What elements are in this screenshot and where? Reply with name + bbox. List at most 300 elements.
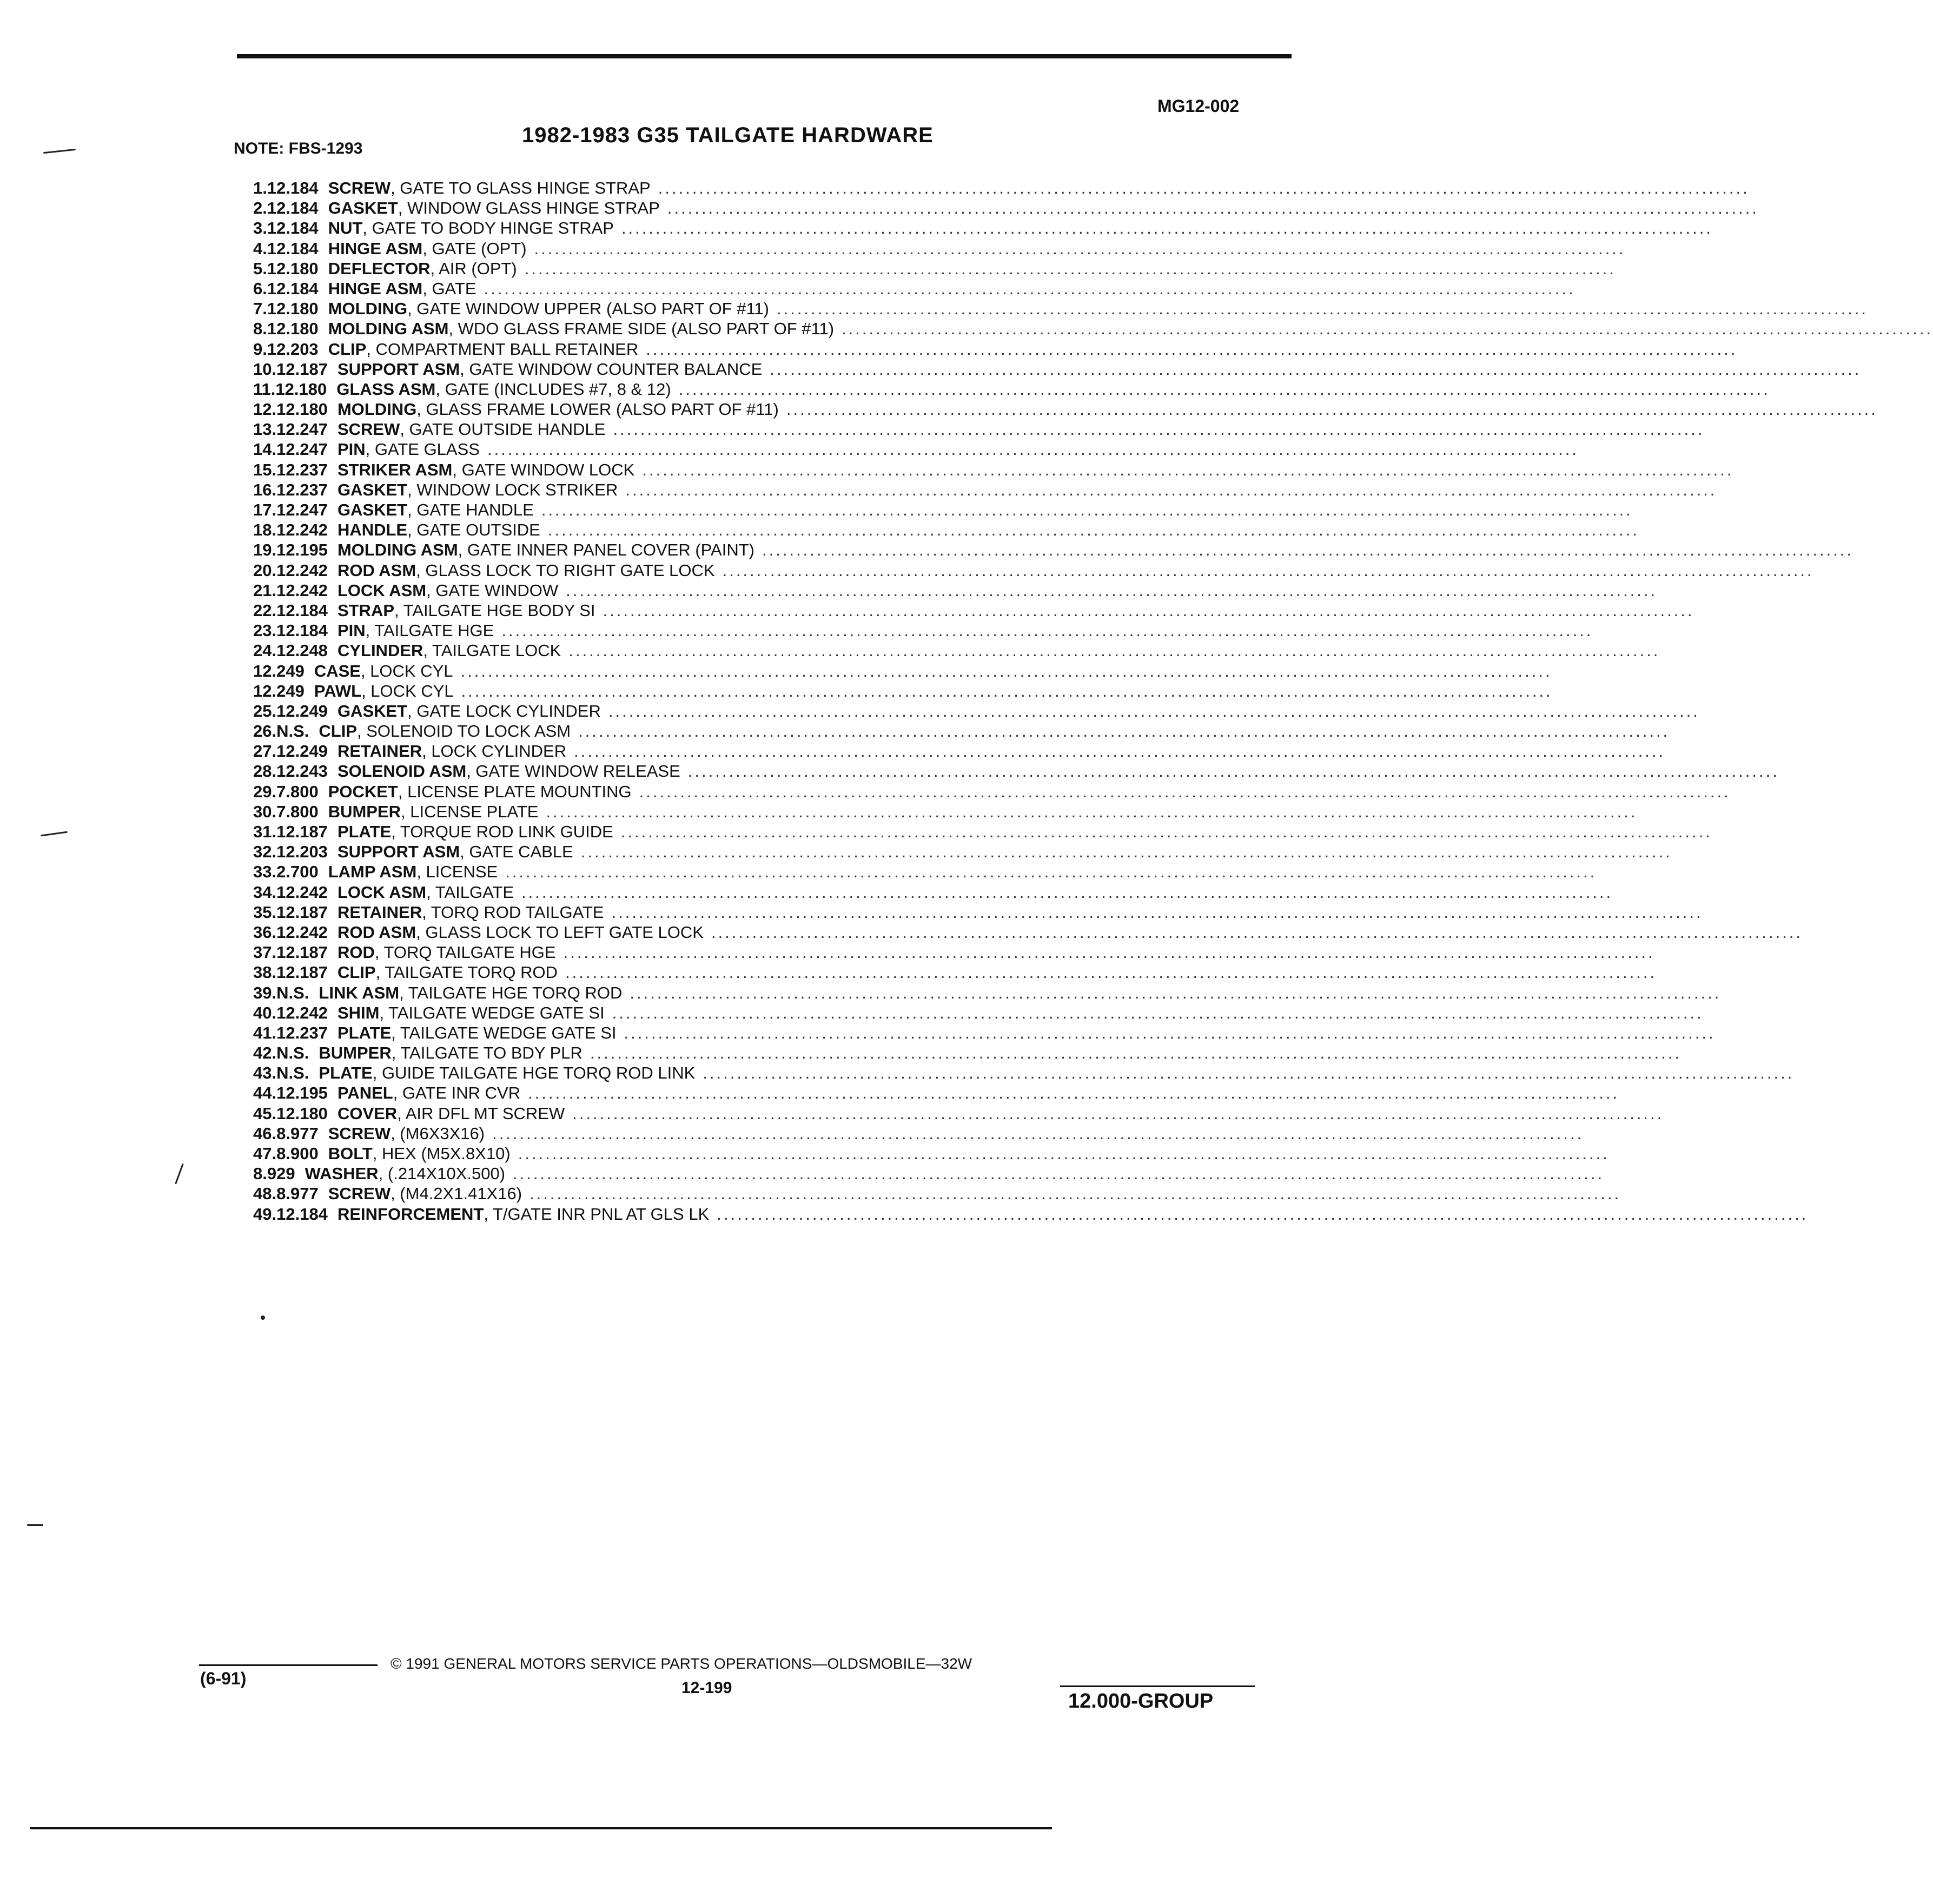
part-group-number: 12.237 [276,460,328,479]
dot-leader: ................................................................................................................................................................ [613,420,1705,439]
part-number: 24. [253,641,277,660]
part-name: PLATE [337,822,392,841]
part-row [253,1083,1620,1103]
part-number: 41. [253,1023,277,1042]
part-description: , TORQUE ROD LINK GUIDE [391,822,613,841]
document-code: MG12-002 [1157,96,1240,116]
part-description: , LICENSE [416,862,498,882]
dot-leader: ................................................................................................................................................................ [624,1023,1716,1042]
part-description: , LOCK CYLINDER [422,742,567,761]
part-description: , GATE WINDOW COUNTER BALANCE [460,359,763,379]
dot-leader: ................................................................................................................................................................ [578,722,1670,741]
part-description: , SOLENOID TO LOCK ASM [357,722,571,741]
part-name: GASKET [337,480,408,499]
part-group-number: 12.247 [276,440,328,459]
part-row [253,902,1703,923]
part-group-number: 12.203 [276,842,328,862]
dot-leader: ................................................................................................................................................................ [580,842,1672,862]
part-row [253,239,1626,259]
part-row [253,641,1660,661]
part-name: CLIP [328,339,367,359]
dot-leader: ................................................................................................................................................................ [842,319,1933,339]
part-row [253,420,1705,440]
part-row [253,943,1655,963]
part-row [253,600,1694,621]
part-group-number: 12.242 [276,922,328,942]
dot-leader: ................................................................................................................................................................ [621,219,1713,238]
part-description: , WDO GLASS FRAME SIDE (ALSO PART OF #11) [448,319,835,339]
dot-leader: ................................................................................................................................................................ [518,1144,1610,1163]
part-group-number: 12.187 [276,902,328,922]
part-group-number: 2.700 [276,862,319,882]
part-description: , TAILGATE HGE BODY SI [394,600,595,620]
dot-leader: ................................................................................................................................................................ [513,1164,1605,1184]
part-name: LOCK ASM [337,580,427,600]
part-description: , TAILGATE HGE TORQ ROD [399,983,623,1002]
part-row [253,219,1713,239]
part-row [253,762,1779,782]
dot-leader: ................................................................................................................................................................ [528,1083,1620,1103]
part-group-number: 12.249 [276,701,328,720]
part-number: 38. [253,963,277,982]
part-description: , TAILGATE WEDGE GATE SI [391,1023,617,1042]
part-description: , TORQ TAILGATE HGE [374,943,556,962]
dot-leader: ................................................................................................................................................................ [611,902,1703,922]
part-name: SCREW [328,1184,391,1204]
part-name: CLIP [319,722,358,741]
part-description: , GATE OUTSIDE HANDLE [400,420,606,439]
part-name: CLIP [337,963,376,982]
dot-leader: ................................................................................................................................................................ [572,1103,1664,1123]
part-row [253,661,1552,682]
part-number: 44. [253,1083,277,1103]
dot-leader: ................................................................................................................................................................ [529,1184,1621,1204]
part-description: , (M6X3X16) [390,1123,485,1143]
dot-leader: ................................................................................................................................................................ [658,178,1750,197]
part-number: 20. [253,560,277,580]
part-row [253,1043,1682,1063]
part-number: 28. [253,762,277,781]
part-name: REINFORCEMENT [337,1204,484,1224]
part-name: LINK ASM [319,983,400,1002]
part-group-number: 12.242 [276,882,328,902]
part-group-number: 12.180 [267,299,319,319]
dot-leader: ................................................................................................................................................................ [776,299,1869,319]
part-group-number: 12.237 [276,480,328,499]
dot-leader: ................................................................................................................................................................ [722,560,1814,580]
part-description: , GATE [422,279,476,298]
dot-leader: ................................................................................................................................................................ [461,681,1553,700]
bottom-rule [30,1827,1052,1829]
part-description: , TAILGATE LOCK [423,641,561,660]
part-description: , GATE TO BODY HINGE STRAP [362,219,614,238]
dot-leader: ................................................................................................................................................................ [703,1063,1795,1083]
part-row [253,822,1712,842]
part-group-number: 12.237 [276,1023,328,1042]
part-description: , AIR DFL MT SCREW [397,1103,565,1123]
dot-leader: ................................................................................................................................................................ [642,460,1734,479]
part-name: COVER [337,1103,398,1123]
part-name: MOLDING ASM [337,540,458,560]
part-row [253,540,1854,560]
part-group-number: 12.247 [276,500,328,519]
dot-leader: ................................................................................................................................................................ [762,540,1854,560]
part-group-number: N.S. [276,983,309,1002]
part-name: LOCK ASM [337,882,427,902]
part-number: 18. [253,520,277,540]
part-group-number: 12.187 [276,963,328,982]
part-row [253,1003,1704,1023]
part-group-number: 12.249 [276,742,328,761]
part-row [253,520,1639,540]
part-description: , GUIDE TAILGATE HGE TORQ ROD LINK [372,1063,696,1083]
part-number: 12. [253,400,277,419]
part-number: 11. [253,379,276,399]
part-description: , LICENSE PLATE [401,802,539,821]
part-group-number: 12.248 [276,641,328,660]
part-row [253,359,1862,380]
part-name: RETAINER [337,902,422,922]
part-description: , HEX (M5X.8X10) [372,1144,511,1163]
part-name: STRAP [337,600,395,620]
part-number: 37. [253,943,277,962]
page-title: 1982-1983 G35 TAILGATE HARDWARE [522,123,934,147]
part-group-number: 12.180 [276,400,328,419]
part-row [253,882,1613,903]
part-group-number: 12.242 [276,580,328,600]
footer-rule-left [199,1664,378,1666]
part-row [253,199,1759,219]
dot-leader: ................................................................................................................................................................ [501,621,1593,640]
part-row [253,500,1633,520]
part-name: GASKET [328,199,398,218]
part-row [253,742,1666,762]
part-name: MOLDING [328,299,408,319]
part-name: NUT [328,219,363,238]
part-group-number: 12.180 [275,379,327,399]
part-description: , TAILGATE TO BDY PLR [391,1043,582,1063]
part-row [253,259,1616,279]
part-description: , GLASS LOCK TO RIGHT GATE LOCK [416,560,715,580]
dot-leader: ................................................................................................................................................................ [612,1003,1704,1022]
dot-leader: ................................................................................................................................................................ [717,1204,1809,1224]
part-name: PLATE [337,1023,392,1042]
part-name: SCREW [328,1123,391,1143]
top-rule [237,54,1292,58]
part-row [253,460,1734,480]
part-row [253,621,1593,641]
part-number: 33. [253,862,277,882]
part-group-number: 12.180 [276,1103,328,1123]
part-number: 39. [253,983,277,1002]
part-description: , GATE TO GLASS HINGE STRAP [390,178,651,197]
part-description: , T/GATE INR PNL AT GLS LK [484,1204,710,1224]
part-number: 25. [253,701,277,720]
part-description: , LOCK CYL [360,661,453,680]
footer-rule-right [1060,1685,1255,1687]
part-number: 40. [253,1003,277,1022]
part-number: 2. [253,199,267,218]
part-group-number: 12.187 [276,943,328,962]
footer-page-number: 12-199 [681,1679,732,1697]
part-group-number: 12.184 [267,239,319,258]
part-name: POCKET [328,782,398,801]
part-row [253,1184,1621,1204]
part-number: 49. [253,1204,277,1224]
part-description: , LICENSE PLATE MOUNTING [398,782,632,801]
part-name: BUMPER [328,802,401,821]
part-name: PIN [337,621,366,640]
dot-leader: ................................................................................................................................................................ [574,742,1666,761]
part-name: PIN [337,440,366,459]
part-description: , WINDOW GLASS HINGE STRAP [398,199,660,218]
part-row [253,681,1553,702]
part-name: SCREW [328,178,391,197]
part-group-number: 12.242 [276,1003,328,1022]
part-number: 16. [253,480,277,499]
dot-leader: ................................................................................................................................................................ [563,943,1655,962]
part-row [253,480,1717,500]
scan-mark [27,1524,43,1526]
part-description: , GATE CABLE [460,842,573,862]
dot-leader: ................................................................................................................................................................ [711,922,1803,942]
part-number: 21. [253,580,277,600]
part-name: ROD ASM [337,922,416,942]
part-description: , TORQ ROD TAILGATE [422,902,604,922]
part-name: PANEL [337,1083,393,1103]
part-number: 23. [253,621,277,640]
part-number: 19. [253,540,277,560]
part-number: 14. [253,440,277,459]
part-group-number: 8.900 [276,1144,319,1163]
part-row [253,1103,1664,1124]
dot-leader: ................................................................................................................................................................ [546,802,1638,821]
part-number: 26. [253,722,277,741]
part-name: SUPPORT ASM [337,359,460,379]
part-group-number: 12.184 [267,178,319,197]
part-number: 36. [253,922,277,942]
part-number: 32. [253,842,277,862]
part-name: MOLDING ASM [328,319,449,339]
dot-leader: ................................................................................................................................................................ [603,600,1694,620]
part-group-number: 12.203 [267,339,319,359]
part-number: 35. [253,902,277,922]
part-description: , (.214X10X.500) [378,1164,506,1184]
part-group-number: 12.180 [267,319,319,339]
part-name: LAMP ASM [328,862,417,882]
part-name: DEFLECTOR [328,259,431,278]
part-group-number: 7.800 [276,782,319,801]
part-name: PLATE [319,1063,373,1083]
part-name: STRIKER ASM [337,460,453,479]
part-number: 17. [253,500,277,519]
part-group-number: 12.184 [276,621,328,640]
part-row [253,1204,1809,1225]
dot-leader: ................................................................................................................................................................ [590,1043,1682,1063]
dot-leader: ................................................................................................................................................................ [625,480,1717,499]
part-number: 43. [253,1063,277,1083]
dot-leader: ................................................................................................................................................................ [541,500,1633,519]
dot-leader: ................................................................................................................................................................ [565,963,1657,982]
part-name: HANDLE [337,520,408,540]
part-row [253,922,1803,943]
part-row [253,1164,1605,1184]
part-name: GASKET [337,701,408,720]
part-number: 22. [253,600,277,620]
part-group-number: 12.184 [276,600,328,620]
part-group-number: 12.184 [267,199,319,218]
part-row [253,722,1670,742]
part-name: CYLINDER [337,641,423,660]
part-name: ROD [337,943,375,962]
part-description: , GATE WINDOW [426,580,559,600]
part-number: 6. [253,279,267,298]
part-number: 15. [253,460,277,479]
part-row [253,983,1722,1003]
part-description: , GATE WINDOW LOCK [452,460,635,479]
part-number: 5. [253,259,267,278]
part-name: PAWL [314,681,362,700]
part-number: 9. [253,339,267,359]
part-name: ROD ASM [337,560,416,580]
part-row [253,701,1700,722]
part-name: BOLT [328,1144,373,1163]
footer-date: (6-91) [200,1669,247,1688]
part-name: WASHER [304,1164,379,1184]
footer-copyright: © 1991 GENERAL MOTORS SERVICE PARTS OPERATIONS—OLDSMOBILE—32W [390,1655,972,1672]
part-row [253,862,1597,882]
part-description: , GATE INR CVR [393,1083,521,1103]
dot-leader: ................................................................................................................................................................ [608,701,1700,720]
part-name: CASE [314,661,361,680]
part-description: , GATE INNER PANEL COVER (PAINT) [458,540,754,560]
part-group-number: 8.929 [253,1164,295,1184]
parts-list [253,178,1933,1225]
part-group-number: 12.184 [267,279,319,298]
dot-leader: ................................................................................................................................................................ [568,641,1660,660]
part-description: , COMPARTMENT BALL RETAINER [366,339,639,359]
part-row [253,319,1933,339]
note: NOTE: FBS-1293 [234,140,363,157]
dot-leader: ................................................................................................................................................................ [620,822,1712,841]
part-description: , GLASS LOCK TO LEFT GATE LOCK [416,922,704,942]
part-number: 31. [253,822,277,841]
part-group-number: 7.800 [276,802,319,821]
part-row [253,400,1878,420]
part-row [253,1023,1716,1043]
part-number: 46. [253,1123,277,1143]
part-row [253,1063,1795,1083]
part-description: , WINDOW LOCK STRIKER [407,480,618,499]
part-row [253,802,1638,822]
part-name: SUPPORT ASM [337,842,460,862]
dot-leader: ................................................................................................................................................................ [639,782,1731,801]
part-name: SHIM [337,1003,380,1022]
part-description: , GATE HANDLE [407,500,534,519]
dot-leader: ................................................................................................................................................................ [770,359,1862,379]
part-description: , GLASS FRAME LOWER (ALSO PART OF #11) [416,400,779,419]
dot-leader: ................................................................................................................................................................ [786,400,1878,419]
part-group-number: 12.195 [276,540,328,560]
part-number: 34. [253,882,277,902]
part-name: HINGE ASM [328,279,423,298]
part-group-number: 12.195 [276,1083,328,1103]
part-row [253,580,1658,601]
part-row [253,963,1657,983]
part-name: MOLDING [337,400,417,419]
scan-mark [175,1163,183,1185]
part-row [253,178,1750,199]
part-row [253,782,1731,802]
dot-leader: ................................................................................................................................................................ [484,279,1575,298]
part-number: 10. [253,359,277,379]
part-number: 47. [253,1144,277,1163]
part-row [253,1123,1584,1144]
part-number: 29. [253,782,277,801]
part-name: SOLENOID ASM [337,762,467,781]
part-number: 13. [253,420,277,439]
part-group-number: 12.247 [276,420,328,439]
part-description: , TAILGATE HGE [365,621,494,640]
part-row [253,560,1814,581]
part-group-number: 12.187 [276,822,328,841]
part-number: 1. [253,178,267,197]
part-description: , GATE (INCLUDES #7, 8 & 12) [435,379,671,399]
part-row [253,440,1579,460]
dot-leader: ................................................................................................................................................................ [492,1123,1584,1143]
dot-leader: ................................................................................................................................................................ [460,661,1552,680]
part-group-number: 12.242 [276,520,328,540]
dot-leader: ................................................................................................................................................................ [646,339,1738,359]
dot-leader: ................................................................................................................................................................ [630,983,1722,1002]
part-number: 8. [253,319,267,339]
part-number: 7. [253,299,267,319]
part-name: GASKET [337,500,408,519]
part-group-number: 12.184 [267,219,319,238]
scan-mark [261,1315,265,1320]
part-description: , TAILGATE TORQ ROD [375,963,558,982]
part-number: 48. [253,1184,277,1204]
part-group-number: 12.242 [276,560,328,580]
part-group-number: N.S. [276,1043,309,1063]
part-name: HINGE ASM [328,239,423,258]
part-description: , GATE LOCK CYLINDER [407,701,601,720]
footer-group: 12.000-GROUP [1068,1690,1214,1713]
part-group-number: 12.187 [276,359,328,379]
dot-leader: ................................................................................................................................................................ [487,440,1579,459]
part-group-number: 8.977 [276,1184,319,1204]
part-group-number: 12.180 [267,259,319,278]
part-description: , GATE OUTSIDE [407,520,540,540]
dot-leader: ................................................................................................................................................................ [687,762,1779,781]
part-group-number: 12.249 [253,681,304,700]
part-group-number: N.S. [276,1063,309,1083]
part-description: , AIR (OPT) [430,259,517,278]
part-row [253,842,1672,862]
part-number: 45. [253,1103,277,1123]
part-name: BUMPER [319,1043,392,1063]
dot-leader: ................................................................................................................................................................ [505,862,1597,882]
scan-mark [43,149,76,154]
part-row [253,299,1869,319]
part-name: GLASS ASM [336,379,436,399]
part-description: , TAILGATE WEDGE GATE SI [379,1003,605,1022]
dot-leader: ................................................................................................................................................................ [524,259,1616,278]
dot-leader: ................................................................................................................................................................ [547,520,1639,540]
part-description: , (M4.2X1.41X16) [390,1184,522,1204]
part-row [253,379,1770,400]
part-number: 27. [253,742,277,761]
